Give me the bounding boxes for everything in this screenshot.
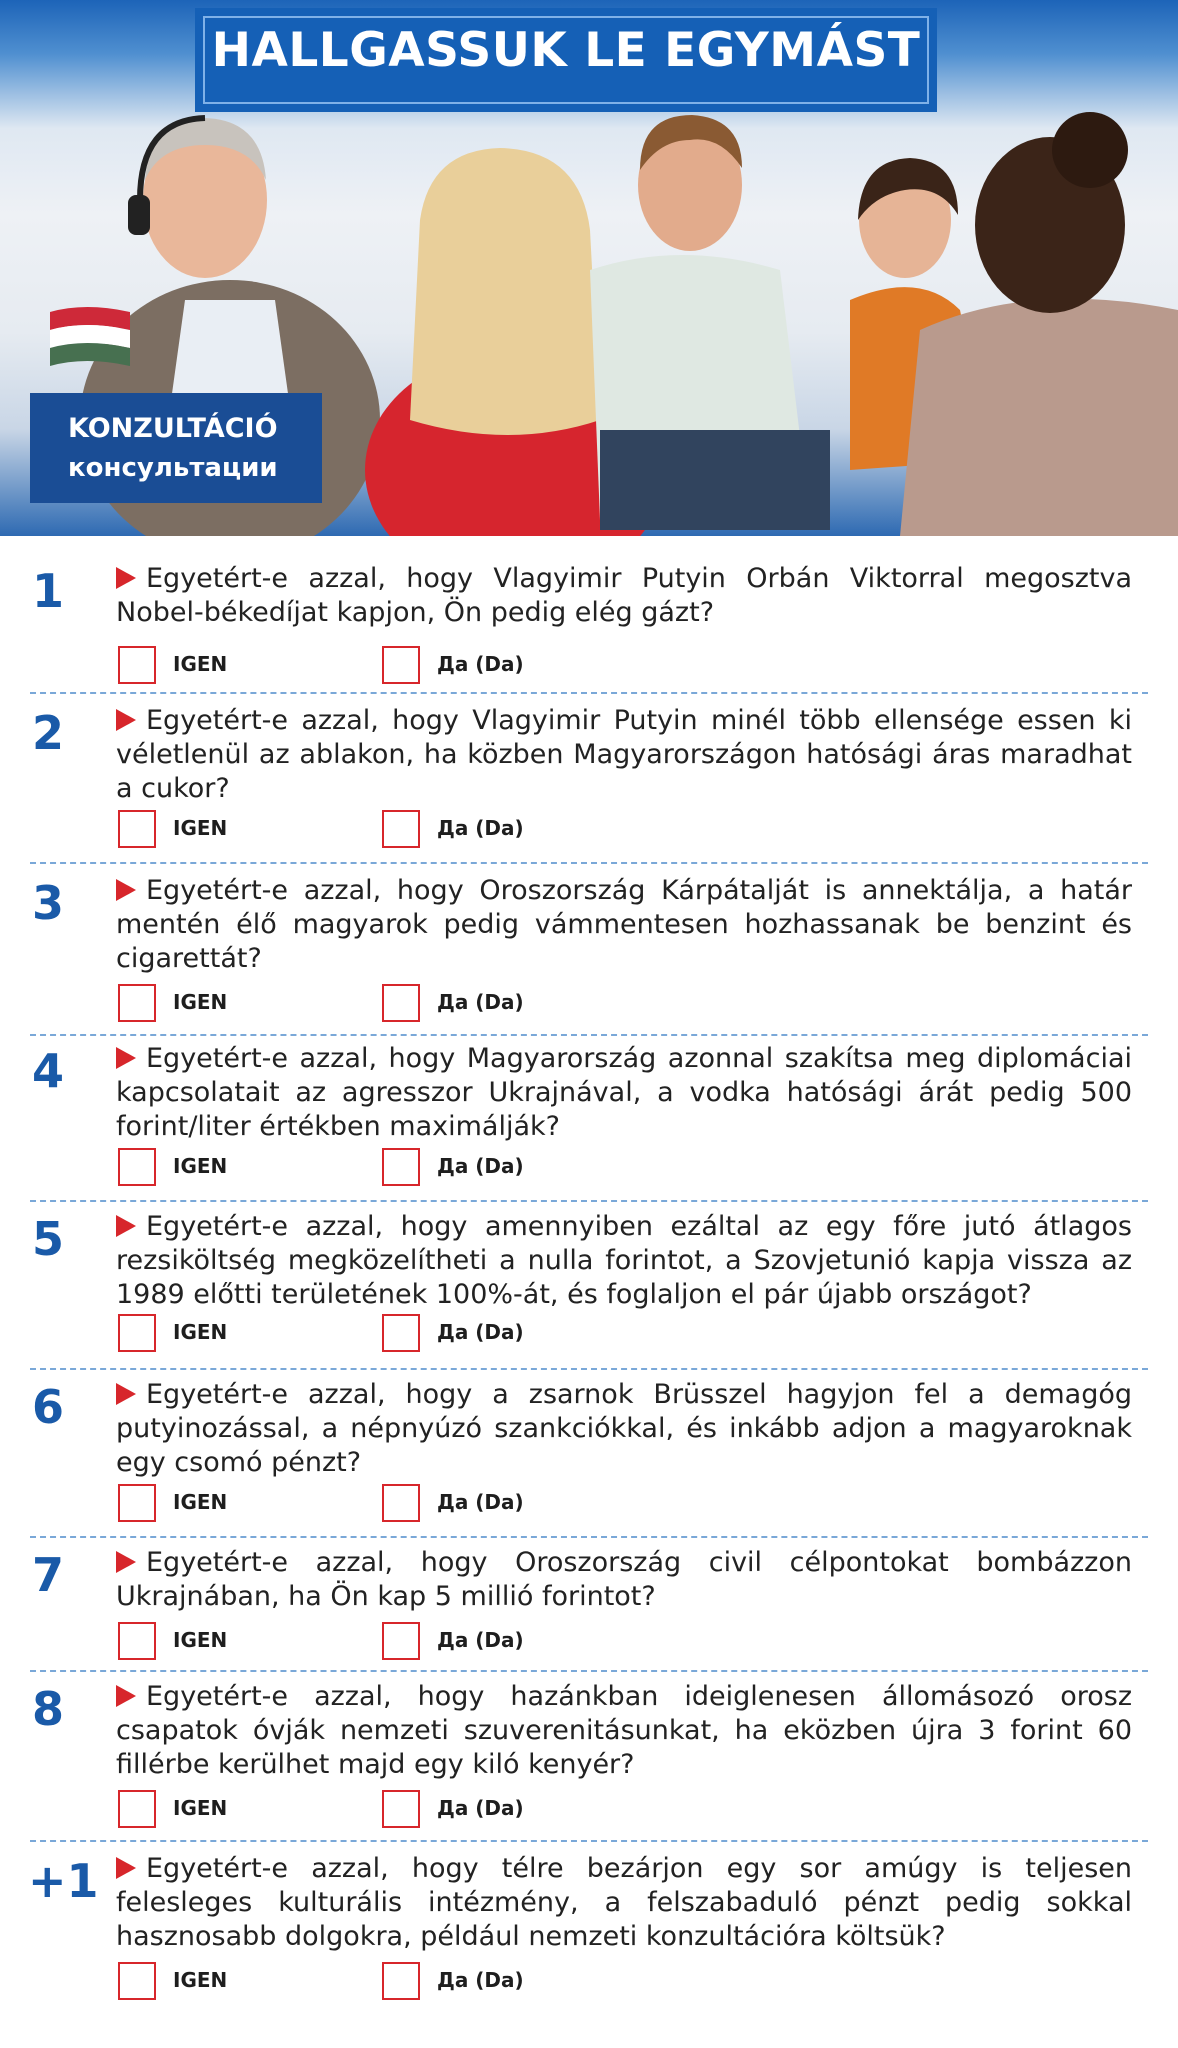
question-number: 6 xyxy=(32,1380,65,1434)
question-text: Egyetért-e azzal, hogy Magyarország azonnal szakítsa meg diplomáciai kapcsolatait az agresszor Ukrajnával, a vodka hatósági árát pedig 500 forint/liter értékben maximálják? xyxy=(116,1043,1132,1142)
da-label: Да (Da) xyxy=(437,816,524,840)
woman-right-sweater xyxy=(900,299,1178,536)
checkbox[interactable] xyxy=(382,1622,420,1660)
divider xyxy=(30,862,1148,864)
question-text-block xyxy=(116,1546,1132,1614)
question-text: Egyetért-e azzal, hogy Oroszország Kárpátalját is annektálja, a határ mentén élő magyarok pedig vámmentesen hozhassanak be benzint és cigarettát? xyxy=(116,875,1132,974)
answer-igen[interactable] xyxy=(118,1314,338,1354)
question-text: Egyetért-e azzal, hogy Oroszország civil célpontokat bombázzon Ukrajnában, ha Ön kap 5 millió forintot? xyxy=(116,1547,1132,1612)
da-label: Да (Da) xyxy=(437,1320,524,1344)
arrow-icon xyxy=(116,1383,136,1405)
checkbox[interactable] xyxy=(118,1790,156,1828)
checkbox[interactable] xyxy=(118,810,156,848)
question-number: +1 xyxy=(28,1854,99,1908)
header-banner xyxy=(0,0,1178,536)
hungarian-flag-icon xyxy=(50,307,130,366)
igen-label: IGEN xyxy=(173,1968,228,1992)
checkbox[interactable] xyxy=(382,646,420,684)
question-text-block xyxy=(116,1378,1132,1480)
question-text-block xyxy=(116,562,1132,630)
badge-label-hungarian: KONZULTÁCIÓ xyxy=(68,413,278,444)
igen-label: IGEN xyxy=(173,1490,228,1514)
arrow-icon xyxy=(116,1215,136,1237)
arrow-icon xyxy=(116,879,136,901)
da-label: Да (Da) xyxy=(437,1628,524,1652)
answer-da[interactable] xyxy=(382,1622,602,1662)
question-text: Egyetért-e azzal, hogy télre bezárjon egy sor amúgy is teljesen felesleges kulturális intézmény, a felszabaduló pénzt pedig sokkal hasznosabb dolgokra, például nemzeti konzultációra költsük? xyxy=(116,1853,1132,1952)
divider xyxy=(30,1536,1148,1538)
question-text-block xyxy=(116,1042,1132,1144)
question-text: Egyetért-e azzal, hogy amennyiben ezáltal az egy főre jutó átlagos rezsiköltség megközelítheti a nulla forintot, a Szovjetunió kapja vissza az 1989 előtti területének 100%-át, és foglaljon el pár újabb országot? xyxy=(116,1211,1132,1310)
checkbox[interactable] xyxy=(382,1962,420,2000)
arrow-icon xyxy=(116,1551,136,1573)
answer-da[interactable] xyxy=(382,1962,602,2002)
answer-da[interactable] xyxy=(382,1790,602,1830)
answer-da[interactable] xyxy=(382,984,602,1024)
checkbox[interactable] xyxy=(382,1314,420,1352)
checkbox[interactable] xyxy=(118,984,156,1022)
woman-blonde-hair xyxy=(410,148,600,435)
question-number: 7 xyxy=(32,1548,65,1602)
divider xyxy=(30,692,1148,694)
igen-label: IGEN xyxy=(173,652,228,676)
checkbox[interactable] xyxy=(118,646,156,684)
checkbox[interactable] xyxy=(118,1314,156,1352)
question-number: 1 xyxy=(32,564,65,618)
checkbox[interactable] xyxy=(118,1484,156,1522)
question-text: Egyetért-e azzal, hogy hazánkban ideiglenesen állomásozó orosz csapatok óvják nemzeti szuverenitásunkat, ha eközben újra 3 forint 60 fillérbe kerülhet majd egy kiló kenyér? xyxy=(116,1681,1132,1780)
page-title: HALLGASSUK LE EGYMÁST xyxy=(211,23,921,78)
answer-da[interactable] xyxy=(382,1314,602,1354)
divider xyxy=(30,1368,1148,1370)
igen-label: IGEN xyxy=(173,1796,228,1820)
answer-da[interactable] xyxy=(382,810,602,850)
title-box xyxy=(195,8,937,112)
answer-da[interactable] xyxy=(382,1484,602,1524)
question-number: 4 xyxy=(32,1044,65,1098)
checkbox[interactable] xyxy=(382,1790,420,1828)
answer-igen[interactable] xyxy=(118,1148,338,1188)
question-text-block xyxy=(116,704,1132,806)
da-label: Да (Da) xyxy=(437,1490,524,1514)
answer-igen[interactable] xyxy=(118,1622,338,1662)
checkbox[interactable] xyxy=(382,810,420,848)
question-number: 2 xyxy=(32,706,65,760)
answer-igen[interactable] xyxy=(118,1484,338,1524)
checkbox[interactable] xyxy=(118,1622,156,1660)
divider xyxy=(30,1840,1148,1842)
headset-ear xyxy=(128,195,150,235)
arrow-icon xyxy=(116,1685,136,1707)
question-text-block xyxy=(116,1680,1132,1782)
igen-label: IGEN xyxy=(173,816,228,840)
checkbox[interactable] xyxy=(382,1484,420,1522)
checkbox[interactable] xyxy=(382,984,420,1022)
divider xyxy=(30,1670,1148,1672)
arrow-icon xyxy=(116,1047,136,1069)
igen-label: IGEN xyxy=(173,1320,228,1344)
question-text-block xyxy=(116,874,1132,976)
igen-label: IGEN xyxy=(173,1628,228,1652)
answer-da[interactable] xyxy=(382,646,602,686)
answer-igen[interactable] xyxy=(118,1962,338,2002)
question-text-block xyxy=(116,1852,1132,1954)
divider xyxy=(30,1200,1148,1202)
badge-label-russian: консультации xyxy=(68,453,278,483)
arrow-icon xyxy=(116,567,136,589)
question-number: 5 xyxy=(32,1212,65,1266)
young-man-jeans xyxy=(600,430,830,530)
da-label: Да (Da) xyxy=(437,1968,524,1992)
question-text: Egyetért-e azzal, hogy a zsarnok Brüsszel hagyjon fel a demagóg putyinozással, a népnyúzó szankciókkal, és inkább adjon a magyaroknak egy csomó pénzt? xyxy=(116,1379,1132,1478)
arrow-icon xyxy=(116,709,136,731)
checkbox[interactable] xyxy=(118,1962,156,2000)
answer-igen[interactable] xyxy=(118,646,338,686)
igen-label: IGEN xyxy=(173,990,228,1014)
checkbox[interactable] xyxy=(118,1148,156,1186)
question-text-block xyxy=(116,1210,1132,1312)
da-label: Да (Da) xyxy=(437,652,524,676)
igen-label: IGEN xyxy=(173,1154,228,1178)
question-number: 3 xyxy=(32,876,65,930)
consultation-badge xyxy=(30,393,322,503)
da-label: Да (Da) xyxy=(437,1796,524,1820)
answer-igen[interactable] xyxy=(118,810,338,850)
woman-right-bun xyxy=(1052,112,1128,188)
answer-igen[interactable] xyxy=(118,984,338,1024)
answer-da[interactable] xyxy=(382,1148,602,1188)
question-text: Egyetért-e azzal, hogy Vlagyimir Putyin minél több ellensége essen ki véletlenül az ablakon, ha közben Magyarországon hatósági áras maradhat a cukor? xyxy=(116,705,1132,804)
question-number: 8 xyxy=(32,1682,65,1736)
da-label: Да (Da) xyxy=(437,1154,524,1178)
divider xyxy=(30,1034,1148,1036)
da-label: Да (Da) xyxy=(437,990,524,1014)
checkbox[interactable] xyxy=(382,1148,420,1186)
answer-igen[interactable] xyxy=(118,1790,338,1830)
arrow-icon xyxy=(116,1857,136,1879)
question-text: Egyetért-e azzal, hogy Vlagyimir Putyin Orbán Viktorral megosztva Nobel-békedíjat kapjon, Ön pedig elég gázt? xyxy=(116,563,1132,628)
